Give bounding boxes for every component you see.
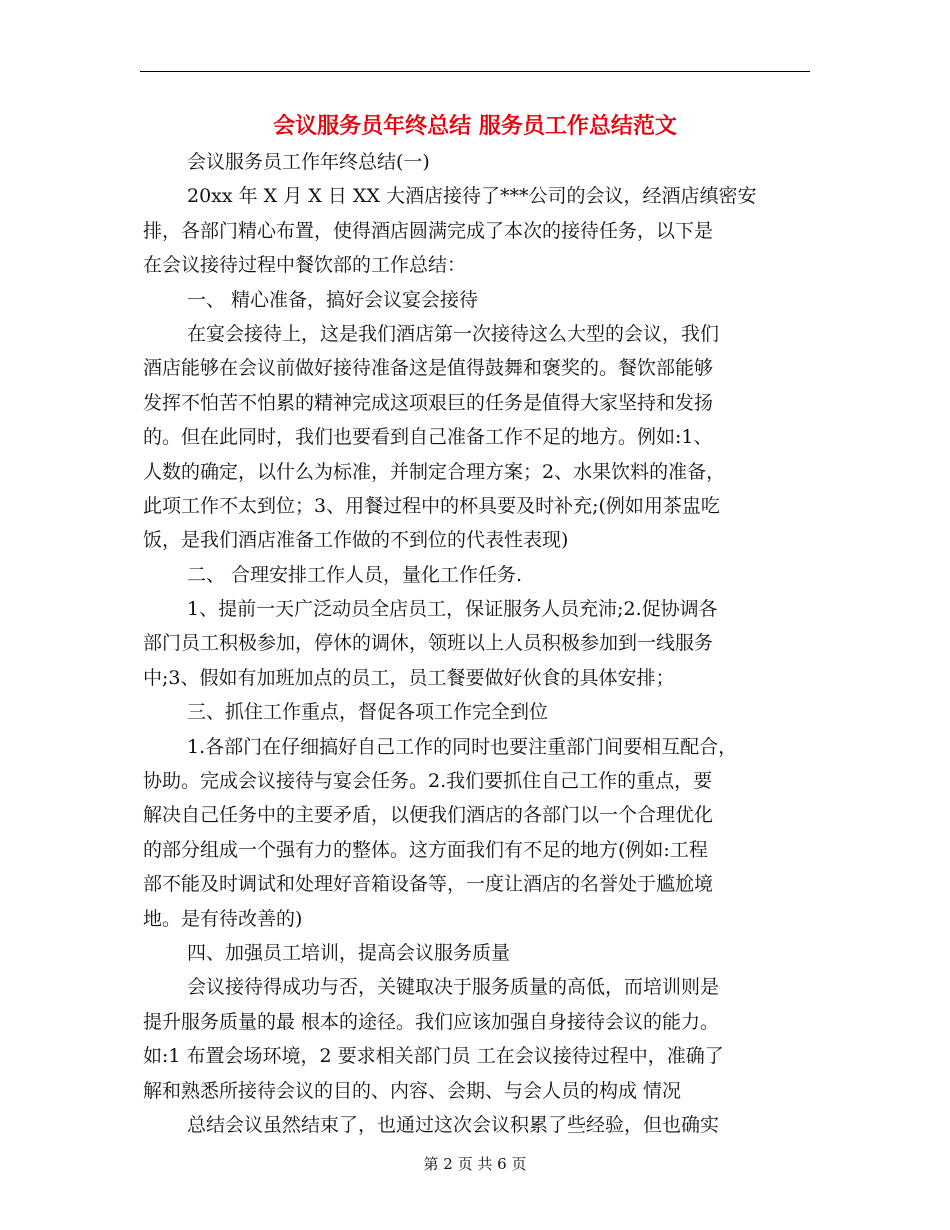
paragraph-line: 如:1 布置会场环境，2 要求相关部门员 工在会议接待过程中，准确了 — [143, 1045, 724, 1068]
page-number: 第 2 页 共 6 页 — [423, 1155, 527, 1173]
paragraph-line: 人数的确定，以什么为标准，并制定合理方案；2、水果饮料的准备， — [143, 460, 726, 483]
paragraph-line: 20xx 年 X 月 X 日 XX 大酒店接待了***公司的会议，经酒店缜密安 — [187, 185, 757, 208]
paragraph-line: 在会议接待过程中餐饮部的工作总结： — [143, 254, 467, 277]
paragraph-line: 在宴会接待上，这是我们酒店第一次接待这么大型的会议，我们 — [187, 322, 720, 345]
paragraph-line: 发挥不怕苦不怕累的精神完成这项艰巨的任务是值得大家坚持和发扬 — [143, 391, 714, 414]
paragraph-line: 饭，是我们酒店准备工作做的不到位的代表性表现) — [143, 529, 569, 552]
paragraph-line: 解和熟悉所接待会议的目的、内容、会期、与会人员的构成 情况 — [143, 1079, 682, 1102]
section-heading: 二、 合理安排工作人员，量化工作任务. — [187, 563, 523, 586]
header-rule — [140, 71, 810, 72]
section-heading: 三、抓住工作重点，督促各项工作完全到位 — [187, 701, 549, 724]
paragraph-line: 提升服务质量的最 根本的途径。我们应该加强自身接待会议的能力。 — [143, 1010, 720, 1033]
paragraph-line: 总结会议虽然结束了，也通过这次会议积累了些经验，但也确实 — [187, 1113, 720, 1136]
document-body — [143, 145, 803, 1142]
section-heading: 一、 精心准备，搞好会议宴会接待 — [187, 288, 479, 311]
paragraph-line: 此项工作不太到位；3、用餐过程中的杯具要及时补充;(例如用茶盅吃 — [143, 494, 720, 517]
paragraph-line: 的部分组成一个强有力的整体。这方面我们有不足的地方(例如:工程 — [143, 838, 708, 861]
document-title: 会议服务员年终总结 服务员工作总结范文 — [273, 113, 677, 139]
paragraph-line: 排，各部门精心布置，使得酒店圆满完成了本次的接待任务，以下是 — [143, 219, 714, 242]
paragraph-line: 地。是有待改善的) — [143, 907, 303, 930]
section-heading: 会议服务员工作年终总结(一) — [187, 151, 430, 173]
paragraph-line: 1.各部门在仔细搞好自己工作的同时也要注重部门间要相互配合， — [187, 735, 738, 758]
paragraph-line: 部不能及时调试和处理好音箱设备等，一度让酒店的名誉处于尴尬境 — [143, 873, 714, 896]
paragraph-line: 部门员工积极参加，停休的调休，领班以上人员积极参加到一线服务 — [143, 632, 714, 655]
paragraph-line: 会议接待得成功与否，关键取决于服务质量的高低，而培训则是 — [187, 976, 720, 999]
paragraph-line: 酒店能够在会议前做好接待准备这是值得鼓舞和褒奖的。餐饮部能够 — [143, 357, 714, 380]
paragraph-line: 协助。完成会议接待与宴会任务。2.我们要抓住自己工作的重点，要 — [143, 770, 713, 793]
paragraph-line: 1、提前一天广泛动员全店员工，保证服务人员充沛;2.促协调各 — [187, 598, 718, 621]
paragraph-line: 中;3、假如有加班加点的员工，员工餐要做好伙食的具体安排； — [143, 666, 675, 689]
paragraph-line: 的。但在此同时，我们也要看到自己准备工作不足的地方。例如:1、 — [143, 426, 713, 449]
section-heading: 四、加强员工培训，提高会议服务质量 — [187, 941, 511, 964]
paragraph-line: 解决自己任务中的主要矛盾，以便我们酒店的各部门以一个合理优化 — [143, 804, 714, 827]
